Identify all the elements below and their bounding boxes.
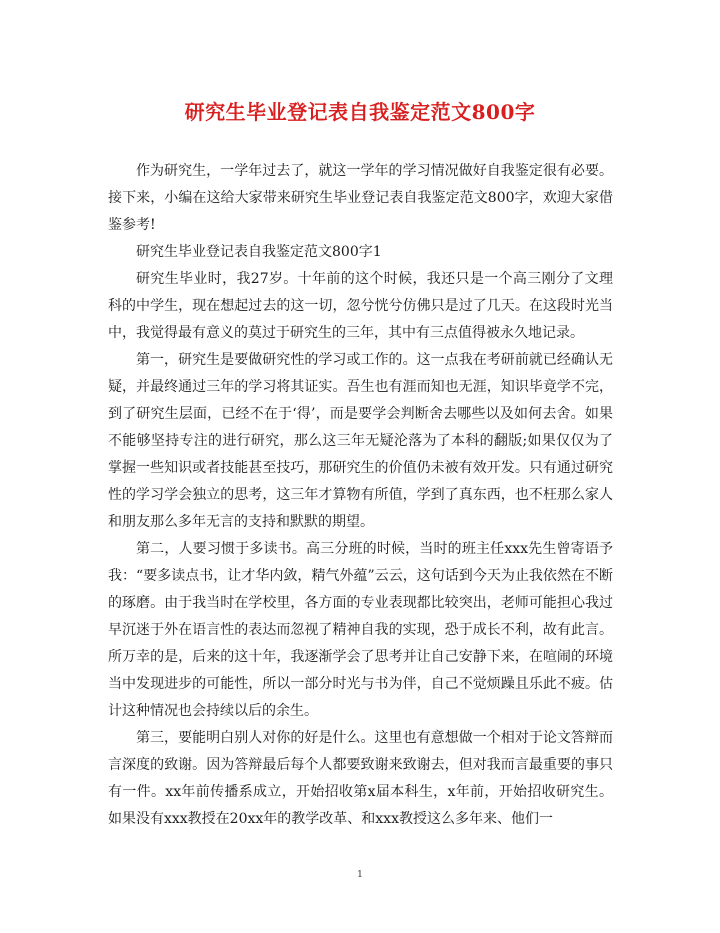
section-subheading: 研究生毕业登记表自我鉴定范文800字1 xyxy=(136,244,382,260)
body-paragraph-3: 第二，人要习惯于多读书。高三分班的时候，当时的班主任xxx先生曾寄语予我：“要多读点书，让才华内敛，精气外蕴”云云，这句话到今天为止我依然在不断的琢磨。由于我当时在学校里，各方面的专业表现都比较突出，老师可能担心我过早沉迷于外在语言性的表达而忽视了精神自我的实现，恐于成长不利，故有此言。所万幸的是，后来的这十年，我逐渐学会了思考并让自己安静下来，在喧闹的环境当中发现进步的可能性，所以一部分时光与书为伴，自己不觉烦躁且乐此不疲。估计这种情况也会持续以后的余生。 xyxy=(108,541,613,719)
body-paragraph-4: 第三，要能明白别人对你的好是什么。这里也有意想做一个相对于论文答辩而言深度的致谢。因为答辩最后每个人都要致谢来致谢去，但对我而言最重要的事只有一件。xx年前传播系成立，开始招收第x届本科生，x年前，开始招收研究生。如果没有xxx教授在20xx年的教学改革、和xxx教授这么多年来、他们一 xyxy=(108,730,613,827)
body-paragraph-1: 研究生毕业时，我27岁。十年前的这个时候，我还只是一个高三刚分了文理科的中学生，现在想起过去的这一切，忽兮恍兮仿佛只是过了几天。在这段时光当中，我觉得最有意义的莫过于研究生的三年，其中有三点值得被永久地记录。 xyxy=(108,271,613,341)
page-number: 1 xyxy=(357,870,363,880)
document-title: 研究生毕业登记表自我鉴定范文800字 xyxy=(184,100,536,124)
body-paragraph-2: 第一，研究生是要做研究性的学习或工作的。这一点我在考研前就已经确认无疑，并最终通过三年的学习将其证实。吾生也有涯而知也无涯，知识毕竟学不完，到了研究生层面，已经不在于‘得’，而是要学会判断舍去哪些以及如何去舍。如果不能够坚持专注的进行研究，那么这三年无疑沦落为了本科的翻版;如果仅仅为了掌握一些知识或者技能甚至技巧，那研究生的价值仍未被有效开发。只有通过研究性的学习学会独立的思考，这三年才算物有所值，学到了真东西，也不枉那么家人和朋友那么多年无言的支持和默默的期望。 xyxy=(108,352,613,530)
intro-paragraph: 作为研究生，一学年过去了，就这一学年的学习情况做好自我鉴定很有必要。接下来，小编在这给大家带来研究生毕业登记表自我鉴定范文800字，欢迎大家借鉴参考! xyxy=(108,163,613,233)
document-body xyxy=(108,158,613,833)
